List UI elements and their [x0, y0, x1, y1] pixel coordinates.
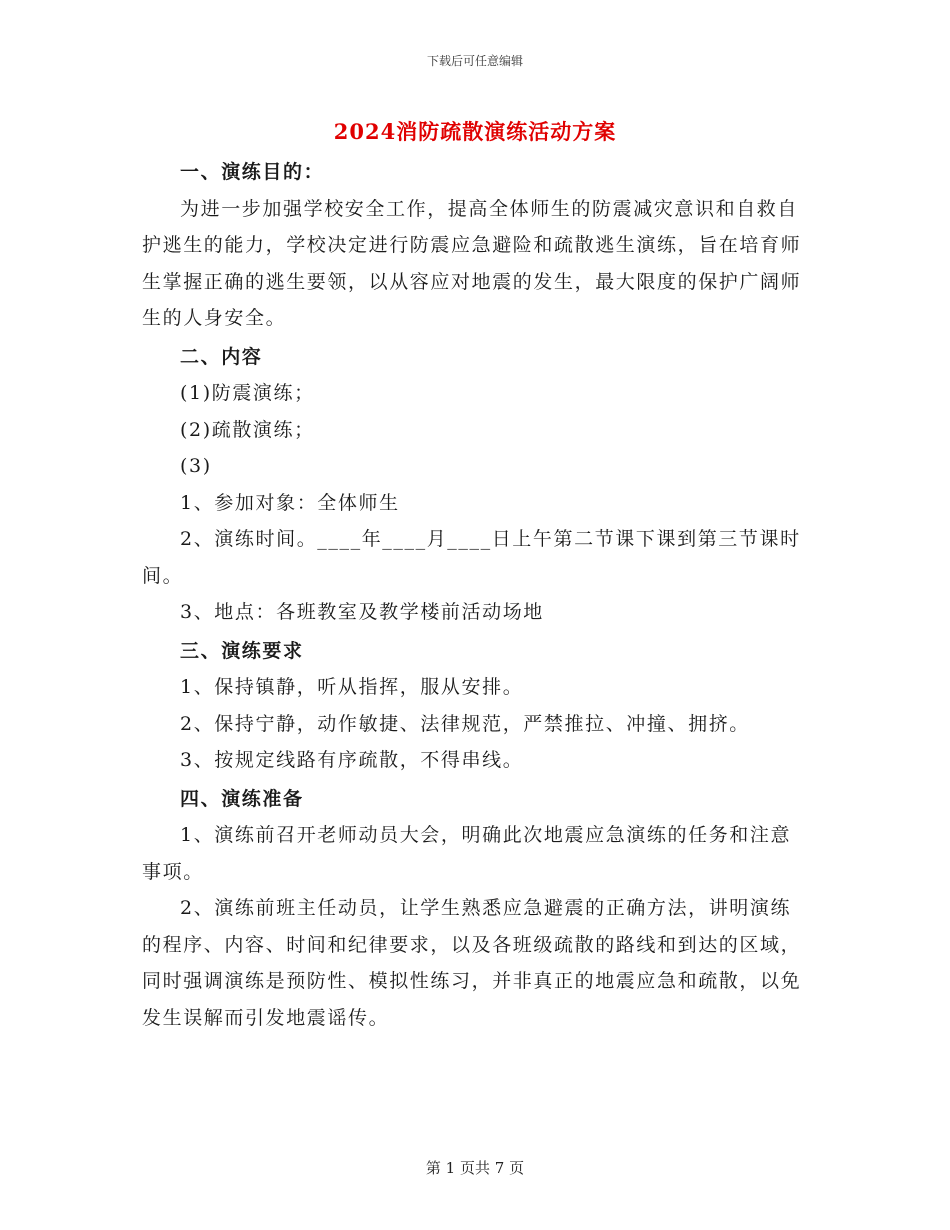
requirement-2: 2、保持宁静，动作敏捷、法律规范，严禁推拉、冲撞、拥挤。	[180, 712, 750, 735]
content-item-1: (1)防震演练；	[180, 382, 315, 404]
time-line: 2、演练时间。____年____月____日上午第二节课下课到第三节课时间。	[142, 528, 801, 587]
document-body	[142, 152, 810, 1036]
document-title: 2024消防疏散演练活动方案	[333, 119, 617, 144]
location-line: 3、地点：各班教室及教学楼前活动场地	[180, 601, 544, 623]
page-header: 下载后可任意编辑	[426, 54, 523, 68]
content-item-2: (2)疏散演练；	[180, 418, 315, 441]
participants-line: 1、参加对象：全体师生	[180, 491, 400, 514]
preparation-2: 2、演练前班主任动员，让学生熟悉应急避震的正确方法，讲明演练的程序、内容、时间和纪律要求，以及各班级疏散的路线和到达的区域，同时强调演练是预防性、模拟性练习，并非真正的地震应急和疏散，以免发生误解而引发地震谣传。	[142, 897, 802, 1029]
requirement-3: 3、按规定线路有序疏散，不得串线。	[180, 749, 524, 771]
page-footer: 第 1 页共 7 页	[425, 1159, 525, 1177]
content-item-3: (3)	[180, 455, 212, 477]
paragraph-purpose: 为进一步加强学校安全工作，提高全体师生的防震减灾意识和自救自护逃生的能力，学校决定进行防震应急避险和疏散逃生演练，旨在培育师生掌握正确的逃生要领，以从容应对地震的发生，最大限度的保护广阔师生的人身安全。	[142, 197, 802, 329]
section-heading-2: 二、内容	[180, 345, 263, 368]
preparation-1: 1、演练前召开老师动员大会，明确此次地震应急演练的任务和注意事项。	[142, 824, 792, 883]
section-heading-3: 三、演练要求	[180, 639, 304, 662]
section-heading-1: 一、演练目的：	[180, 161, 325, 183]
requirement-1: 1、保持镇静，听从指挥，服从安排。	[180, 676, 524, 698]
section-heading-4: 四、演练准备	[180, 787, 304, 810]
